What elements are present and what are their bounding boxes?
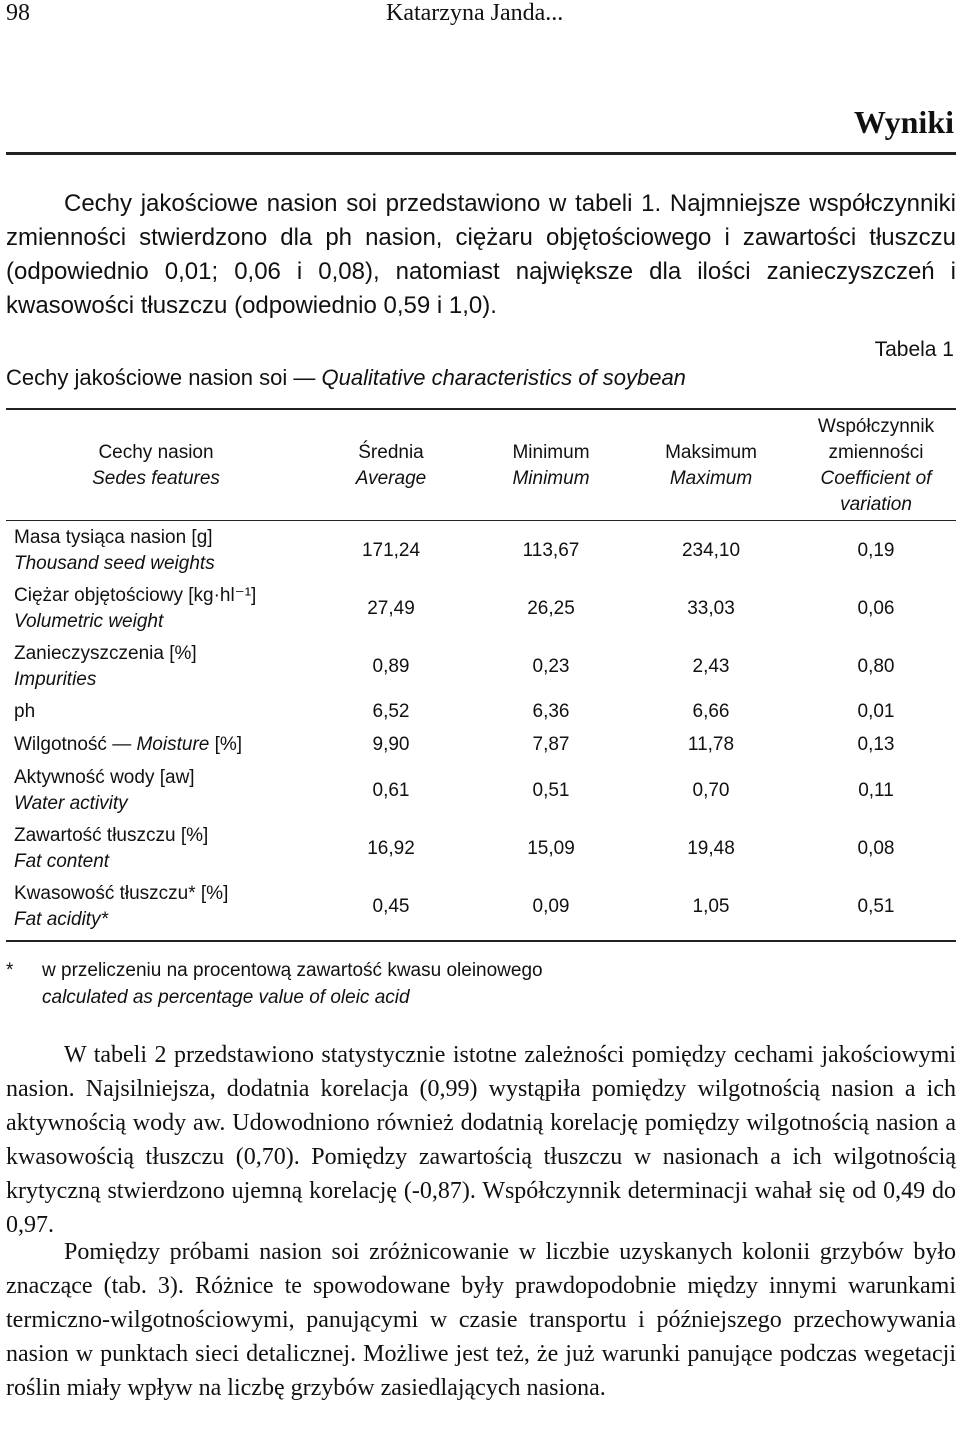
table-caption-en: Qualitative characteristics of soybean [321,365,686,390]
col-header-feature: Cechy nasion Sedes features [92,442,220,489]
cell-cv: 0,11 [858,780,894,801]
cell-maximum: 2,43 [692,656,730,677]
table-label: Tabela 1 [874,338,954,361]
row-label: Wilgotność — Moisture [%] [14,734,243,755]
page-number: 98 [6,0,30,26]
cell-maximum: 19,48 [687,838,735,859]
table-row [6,820,956,878]
cell-average: 171,24 [361,540,421,561]
table-caption-dash: — [293,365,316,390]
running-head [6,0,954,30]
col-header-minimum: Minimum Minimum [512,442,590,489]
cell-minimum: 7,87 [532,734,570,755]
col-header-average: Średnia Average [355,442,427,489]
cell-average: 9,90 [372,734,410,755]
cell-minimum: 0,23 [532,656,570,677]
results-paragraph-3: Pomiędzy próbami nasion soi zróżnicowanie w liczbie uzyskanych kolonii grzybów było znaczące (tab. 3). Różnice te spowodowane były prawdopodobnie między innymi warunkami termiczno-wilgotnościowymi, panującymi w czasie transportu i późniejszego przechowywania nasion w punktach sieci detalicznej. Możliwe jest też, że już warunki panujące podczas wegetacji roślin miały wpływ na liczbę grzybów zasiedlających nasiona. [6,1239,956,1401]
footnote-en: calculated as percentage value of oleic acid [42,987,410,1008]
row-label: Zawartość tłuszczu [%] Fat content [14,825,209,872]
table-caption-pl: Cechy jakościowe nasion soi [6,365,288,390]
footnote-mark: * [6,960,14,981]
cell-maximum: 0,70 [692,780,730,801]
quality-table [6,410,956,936]
cell-maximum: 33,03 [687,598,735,619]
col-header-maximum: Maksimum Maximum [665,442,757,489]
cell-average: 16,92 [367,838,415,859]
table-row [6,762,956,820]
row-label: Kwasowość tłuszczu* [%] Fat acidity* [14,883,229,930]
cell-average: 0,61 [372,780,410,801]
table-1 [6,408,956,942]
cell-maximum: 234,10 [681,540,741,561]
running-author: Katarzyna Janda... [386,0,564,26]
cell-cv: 0,51 [857,896,895,917]
row-label: ph [14,701,36,722]
table-row [6,878,956,936]
cell-maximum: 6,66 [692,701,730,722]
cell-minimum: 6,36 [532,701,570,722]
cell-minimum: 0,09 [532,896,570,917]
table-header-divider [6,520,956,521]
cell-maximum: 1,05 [692,896,730,917]
table-row [6,522,956,580]
cell-cv: 0,08 [857,838,895,859]
table-footnote [6,957,956,1011]
cell-cv: 0,19 [857,540,895,561]
results-paragraph-2: W tabeli 2 przedstawiono statystycznie istotne zależności pomiędzy cechami jakościowymi nasion. Najsilniejsza, dodatnia korelacja (0,99) wystąpiła pomiędzy wilgotnością nasion a ich aktywnością wody aw. Udowodniono również dodatnią korelację pomiędzy wilgotnością nasion a kwasowością tłuszczu (0,70). Pomiędzy zawartością tłuszczu w nasionach a ich wilgotnością krytyczną stwierdzono ujemną korelację (-0,87). Współczynnik determinacji wahał się od 0,49 do 0,97. [6,1042,956,1238]
cell-average: 6,52 [372,701,410,722]
cell-cv: 0,01 [857,701,895,722]
cell-minimum: 26,25 [527,598,575,619]
table-row [6,696,956,728]
row-label: Ciężar objętościowy [kg·hl⁻¹] Volumetric weight [14,585,257,632]
cell-average: 27,49 [367,598,415,619]
row-label: Masa tysiąca nasion [g] Thousand seed weights [14,527,215,574]
section-divider [6,152,956,155]
cell-cv: 0,13 [857,734,895,755]
cell-average: 0,89 [372,656,410,677]
cell-minimum: 15,09 [527,838,575,859]
row-label: Aktywność wody [aw] Water activity [14,767,195,814]
cell-minimum: 113,67 [522,540,580,561]
cell-cv: 0,06 [857,598,895,619]
cell-cv: 0,80 [857,656,895,677]
cell-maximum: 11,78 [687,734,735,755]
cell-average: 0,45 [372,896,410,917]
table-caption [6,365,686,391]
section-title: Wyniki [853,104,954,140]
footnote-pl: w przeliczeniu na procentową zawartość kwasu oleinowego [42,960,543,981]
table-row [6,638,956,696]
row-label: Zanieczyszczenia [%] Impurities [14,643,197,690]
col-header-cv: Współczynnik zmienności Coefficient of variation [817,416,935,515]
table-row [6,728,956,762]
table-row [6,580,956,638]
table-header-row [6,410,956,522]
cell-minimum: 0,51 [532,780,570,801]
results-paragraph-1: Cechy jakościowe nasion soi przedstawiono w tabeli 1. Najmniejsze współczynniki zmienności stwierdzono dla ph nasion, ciężaru objętościowego i zawartości tłuszczu (odpowiednio 0,01; 0,06 i 0,08), natomiast największe dla ilości zanieczyszczeń i kwasowości tłuszczu (odpowiednio 0,59 i 1,0). [6,190,956,319]
